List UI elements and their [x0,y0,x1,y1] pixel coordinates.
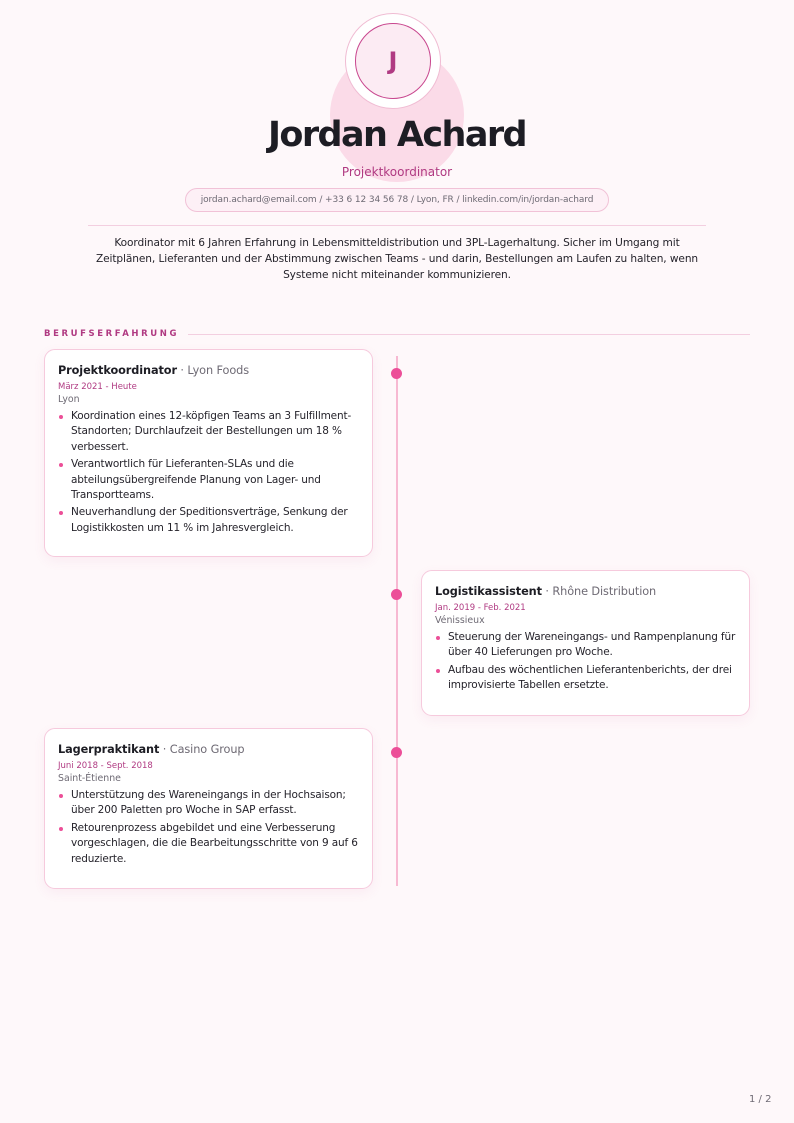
candidate-name: Jordan Achard [268,115,526,155]
job-position: Projektkoordinator [58,364,177,377]
job-company: Casino Group [169,743,245,756]
job-location: Lyon [58,394,80,405]
avatar-initial: J [355,23,431,99]
job-card [44,728,373,889]
job-title [58,743,359,756]
job-bullets [435,630,736,694]
job-dates: Jan. 2019 - Feb. 2021 [435,603,526,613]
job-company: Rhône Distribution [552,585,657,598]
job-title [435,585,736,598]
title-separator: · [176,364,188,377]
job-bullet: Steuerung der Wareneingangs- und Rampenplanung für über 40 Lieferungen pro Woche. [435,630,736,661]
job-company: Lyon Foods [187,364,249,377]
timeline-dot [391,368,402,379]
candidate-role: Projektkoordinator [341,165,453,179]
job-location: Saint-Étienne [58,773,121,784]
job-bullet: Verantwortlich für Lieferanten-SLAs und die abteilungsübergreifende Planung von Lager- und Transportteams. [58,457,359,503]
job-position: Logistikassistent [435,585,542,598]
job-bullet: Koordination eines 12-köpfigen Teams an 3 Fulfillment-Standorten; Durchlaufzeit der Bestellungen um 18 % verbessert. [58,409,359,455]
timeline-dot [391,589,402,600]
contact-bar: jordan.achard@email.com / +33 6 12 34 56 78 / Lyon, FR / linkedin.com/in/jordan-achard [185,188,609,212]
job-bullet: Unterstützung des Wareneingangs in der Hochsaison; über 200 Paletten pro Woche in SAP erfasst. [58,788,359,819]
avatar [345,13,441,109]
job-card [44,349,373,557]
job-bullet: Neuverhandlung der Speditionsverträge, Senkung der Logistikkosten um 11 % im Jahresvergleich. [58,505,359,536]
experience-section-header [44,327,750,341]
header-divider [88,225,706,226]
timeline-dot [391,747,402,758]
job-bullets [58,788,359,867]
section-title: BERUFSERFAHRUNG [44,329,180,339]
job-bullet: Aufbau des wöchentlichen Lieferantenberichts, der drei improvisierte Tabellen ersetzte. [435,663,736,694]
title-separator: · [541,585,553,598]
title-separator: · [159,743,170,756]
job-position: Lagerpraktikant [58,743,160,756]
job-dates: Juni 2018 - Sept. 2018 [58,761,153,771]
job-bullets [58,409,359,536]
job-bullet: Retourenprozess abgebildet und eine Verbesserung vorgeschlagen, die die Bearbeitungsschritte von 9 auf 6 reduzierte. [58,821,359,867]
job-location: Vénissieux [435,615,485,626]
timeline-line [396,356,398,886]
job-card [421,570,750,716]
job-title [58,364,359,377]
page-number: 1 / 2 [749,1094,772,1105]
section-divider [188,334,750,335]
profile-summary: Koordinator mit 6 Jahren Erfahrung in Lebensmitteldistribution und 3PL-Lagerhaltung. Sicher im Umgang mit Zeitplänen, Lieferanten und der Abstimmung zwischen Teams - und darin, Bestellungen am Laufen zu halten, wenn Systeme nicht miteinander kommunizieren. [95,237,699,281]
job-dates: März 2021 - Heute [58,382,137,392]
